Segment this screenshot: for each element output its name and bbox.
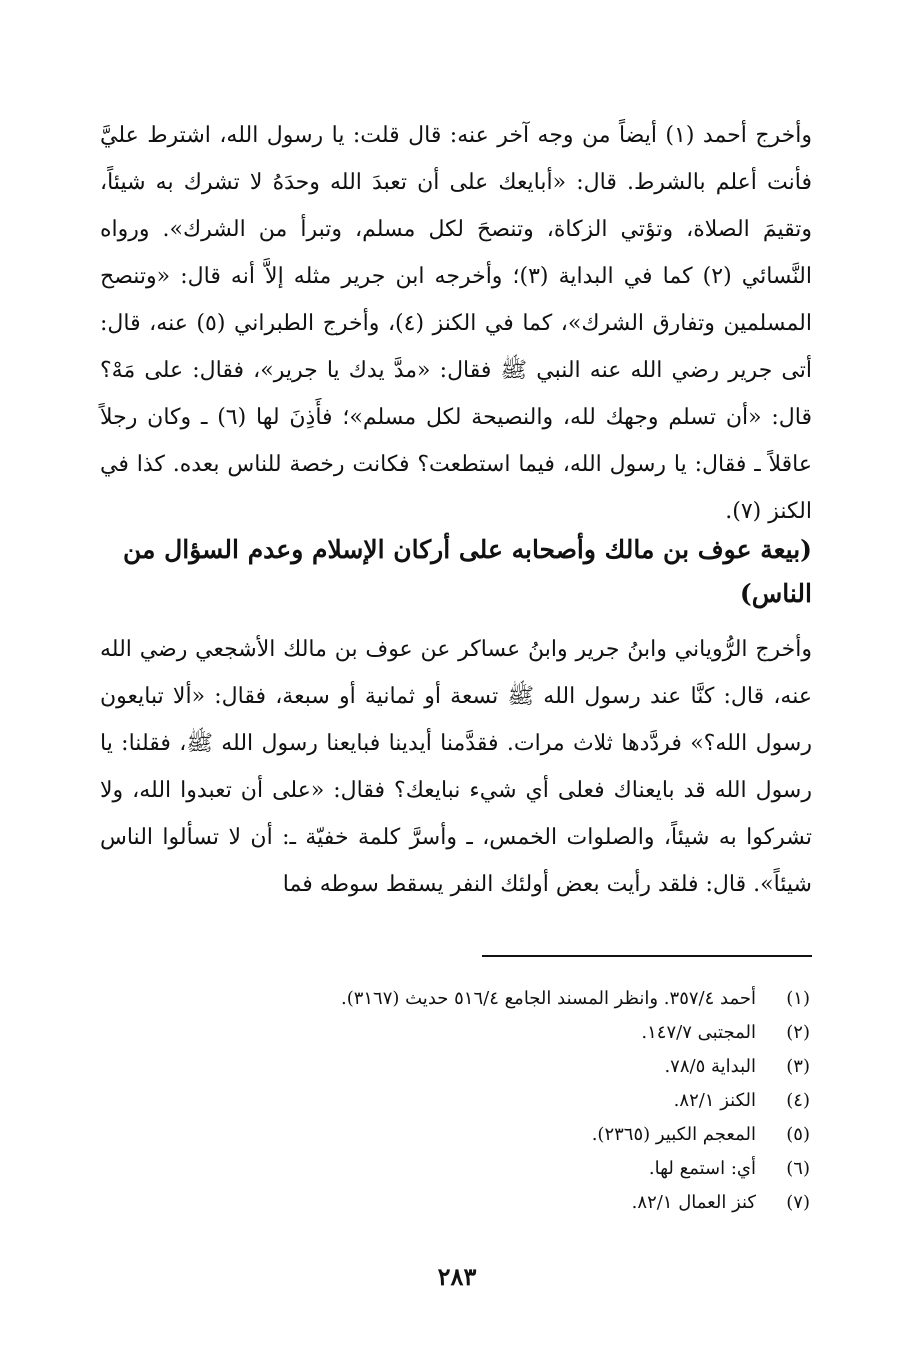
footnote-text: المعجم الكبير (٢٣٦٥). (591, 1124, 756, 1145)
footnote-number: (٢) (786, 1022, 810, 1043)
paragraph-2 (100, 626, 812, 908)
footnote-number: (٣) (786, 1056, 810, 1077)
footnote-text: المجتبى ١٤٧/٧. (641, 1022, 756, 1043)
footnote-item (110, 1084, 810, 1118)
footnote-text: أحمد ٣٥٧/٤. وانظر المسند الجامع ٥١٦/٤ حديث (٣١٦٧). (340, 988, 756, 1009)
footnote-item (110, 982, 810, 1016)
footnote-text: كنز العمال ٨٢/١. (631, 1192, 756, 1213)
paragraph-1 (100, 112, 812, 535)
footnote-item (110, 1118, 810, 1152)
footnote-text: أي: استمع لها. (648, 1158, 756, 1179)
footnote-number: (٧) (786, 1192, 810, 1213)
page-number: ٢٨٣ (437, 1262, 477, 1291)
footnote-text: البداية ٧٨/٥. (664, 1056, 756, 1077)
footnote-number: (٤) (786, 1090, 810, 1111)
footnote-item (110, 1016, 810, 1050)
footnotes-list (110, 982, 810, 1220)
section-heading: (بيعة عوف بن مالك وأصحابه على أركان الإسلام وعدم السؤال من الناس) (122, 535, 812, 608)
footnote-text: الكنز ٨٢/١. (673, 1090, 756, 1111)
footnote-number: (٦) (786, 1158, 810, 1179)
footnote-item (110, 1152, 810, 1186)
paragraph-1-text: وأخرج أحمد (١) أيضاً من وجه آخر عنه: قال قلت: يا رسول الله، اشترط عليَّ فأنت أعلم بالشرط. قال: «أبايعك على أن تعبدَ الله وحدَهُ لا تشرك به شيئاً، وتقيمَ الصلاة، وتؤتي الزكاة، وتنصحَ لكل مسلم، وتبرأ من الشرك». ورواه النَّسائي (٢) كما في البداية (٣)؛ وأخرجه ابن جرير مثله إلاَّ أنه قال: «وتنصح المسلمين وتفارق الشرك»، كما في الكنز (٤)، وأخرج الطبراني (٥) عنه، قال: أتى جرير رضي الله عنه النبي ﷺ فقال: «مدَّ يدك يا جرير»، فقال: على مَهْ؟ قال: «أن تسلم وجهك لله، والنصيحة لكل مسلم»؛ فأَذِنَ لها (٦) ـ وكان رجلاً عاقلاً ـ فقال: يا رسول الله، فيما استطعت؟ فكانت رخصة للناس بعده. كذا في الكنز (٧). (100, 123, 812, 524)
footnote-item (110, 1186, 810, 1220)
footnote-number: (١) (786, 988, 810, 1009)
footnote-separator (482, 955, 812, 957)
paragraph-2-text: وأخرج الرُّوياني وابنُ جرير وابنُ عساكر عن عوف بن مالك الأشجعي رضي الله عنه، قال: كنَّا عند رسول الله ﷺ تسعة أو ثمانية أو سبعة، فقال: «ألا تبايعون رسول الله؟» فردَّدها ثلاث مرات. فقدَّمنا أيدينا فبايعنا رسول الله ﷺ، فقلنا: يا رسول الله قد بايعناك فعلى أي شيء نبايعك؟ فقال: «على أن تعبدوا الله، ولا تشركوا به شيئاً، والصلوات الخمس، ـ وأسرَّ كلمة خفيّة ـ: أن لا تسألوا الناس شيئاً». قال: فلقد رأيت بعض أولئك النفر يسقط سوطه فما (100, 637, 812, 897)
footnote-number: (٥) (786, 1124, 810, 1145)
footnote-item (110, 1050, 810, 1084)
